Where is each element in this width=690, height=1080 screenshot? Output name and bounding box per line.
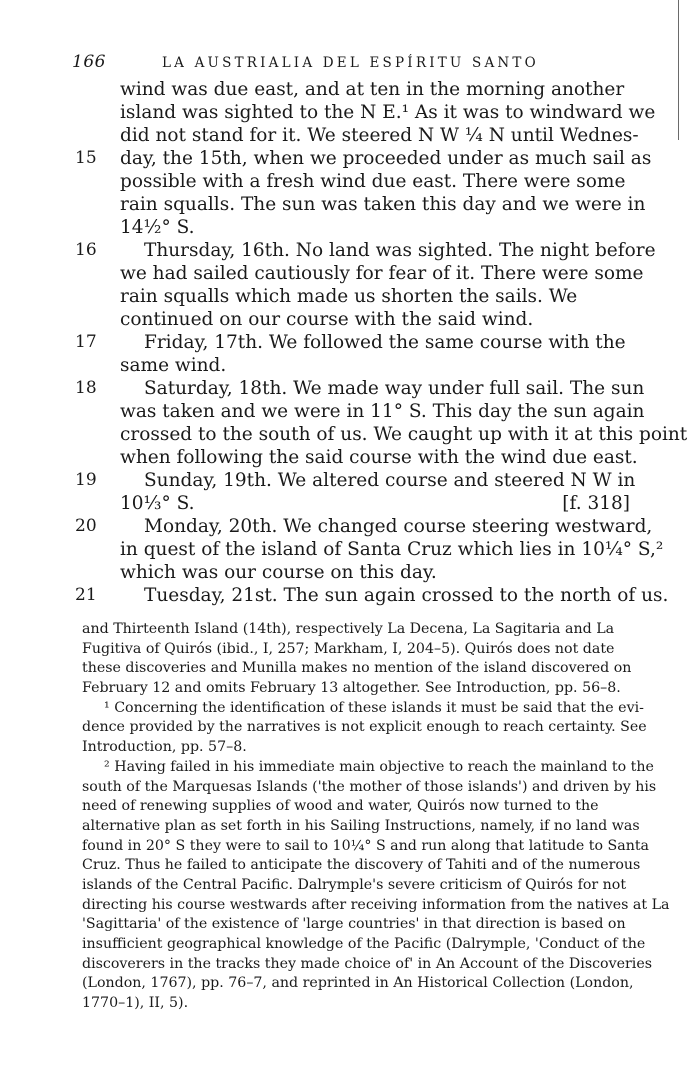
line-text: was taken and we were in 11° S. This day the sun again [120,401,645,422]
line-text: possible with a fresh wind due east. There were some [120,171,626,192]
footnote-line: (London, 1767), pp. 76–7, and reprinted in An Historical Collection (London, [82,975,634,992]
footnote-line: need of renewing supplies of wood and water, Quirós now turned to the [82,798,599,815]
line-number: 17 [75,332,97,352]
text-line [120,423,688,446]
text-line [75,147,652,170]
text-line [75,469,636,492]
line-number: 18 [75,378,97,398]
footnote-line: insufficient geographical knowledge of the Pacific (Dalrymple, 'Conduct of the [82,936,646,952]
text-line [120,492,630,515]
running-title: LA AUSTRIALIA DEL ESPÍRITU SANTO [162,55,539,71]
line-text: in quest of the island of Santa Cruz which lies in 10¼° S,² [120,539,664,560]
line-text: Friday, 17th. We followed the same course with the [144,332,626,353]
text-line [120,354,630,377]
text-line [75,377,645,400]
folio-reference: [f. 318] [562,493,630,514]
footnote-line: Cruz. Thus he failed to anticipate the discovery of Tahiti and of the numerous [82,857,641,874]
line-text: continued on our course with the said wind. [120,309,534,330]
text-line [120,262,644,285]
footnote-line: Introduction, pp. 57–8. [82,739,247,756]
footnote-line: directing his course westwards after receiving information from the natives at La [82,896,670,913]
line-text: did not stand for it. We steered N W ¼ N until Wednes- [120,125,639,146]
text-line [75,584,669,607]
text-line [120,101,656,124]
line-text: Sunday, 19th. We altered course and steered N W in [144,470,636,491]
footnote-line: dence provided by the narratives is not explicit enough to reach certainty. See [82,719,647,736]
footnote-line: and Thirteenth Island (14th), respectively La Decena, La Sagitaria and La [82,621,615,637]
line-text: Monday, 20th. We changed course steering westward, [144,516,653,537]
footnote-line: found in 20° S they were to sail to 10¼° S and run along that latitude to Santa [82,837,650,854]
footnote-line: ¹ Concerning the identification of these islands it must be said that the evi- [104,699,644,716]
text-line [75,331,630,354]
text-line [120,400,645,423]
line-text: 14½° S. [120,217,195,238]
line-number: 19 [75,470,97,490]
line-text: 10⅓° S. [120,493,195,514]
footnote-line: February 12 and omits February 13 altogether. See Introduction, pp. 56–8. [82,680,621,697]
text-line [120,285,630,308]
text-line [120,78,630,101]
footnote-line: 'Sagittaria' of the existence of 'large countries' in that direction is based on [82,916,626,933]
footnote-line: alternative plan as set forth in his Sailing Instructions, namely, if no land was [82,817,640,834]
text-line [75,515,653,538]
footnote-line: ² Having failed in his immediate main objective to reach the mainland to the [104,758,654,775]
line-text: same wind. [120,355,227,376]
line-text: rain squalls which made us shorten the sails. We [120,286,578,307]
text-line [120,538,664,561]
text-line [120,193,646,216]
page-number: 166 [72,52,106,72]
footnotes [82,620,670,1014]
main-text [0,78,690,607]
text-line [120,308,630,331]
line-number: 20 [75,516,97,536]
line-number: 16 [75,240,97,260]
text-line [75,239,656,262]
line-text: crossed to the south of us. We caught up with it at this point [120,424,688,445]
footnote-line: Fugitiva of Quirós (ibid., I, 257; Markham, I, 204–5). Quirós does not date [82,640,615,657]
line-text: when following the said course with the wind due east. [120,447,638,468]
line-text: wind was due east, and at ten in the morning another [120,79,625,100]
footnote-line: south of the Marquesas Islands ('the mother of those islands') and driven by his [82,778,657,795]
line-text: Tuesday, 21st. The sun again crossed to the north of us. [144,585,669,606]
line-text: rain squalls. The sun was taken this day and we were in [120,194,646,215]
line-number: 15 [75,148,97,168]
line-text: Thursday, 16th. No land was sighted. The night before [144,240,656,261]
line-number: 21 [75,585,97,605]
line-text: day, the 15th, when we proceeded under as much sail as [120,148,652,169]
text-line [120,446,638,469]
footnote-line: 1770–1), II, 5). [82,995,189,1012]
text-line [120,170,630,193]
footnote-line: islands of the Central Pacific. Dalrymple's severe criticism of Quirós for not [82,876,627,893]
line-text: we had sailed cautiously for fear of it. There were some [120,263,644,284]
line-text: island was sighted to the N E.¹ As it was to windward we [120,102,656,123]
text-line [120,216,630,239]
text-line [120,561,630,584]
line-text: which was our course on this day. [120,562,437,583]
footnote-line: these discoveries and Munilla makes no mention of the island discovered on [82,660,632,677]
line-text: Saturday, 18th. We made way under full sail. The sun [144,378,645,399]
text-line [120,124,639,147]
footnote-line: discoverers in the tracks they made choice of' in An Account of the Discoveries [82,955,653,972]
